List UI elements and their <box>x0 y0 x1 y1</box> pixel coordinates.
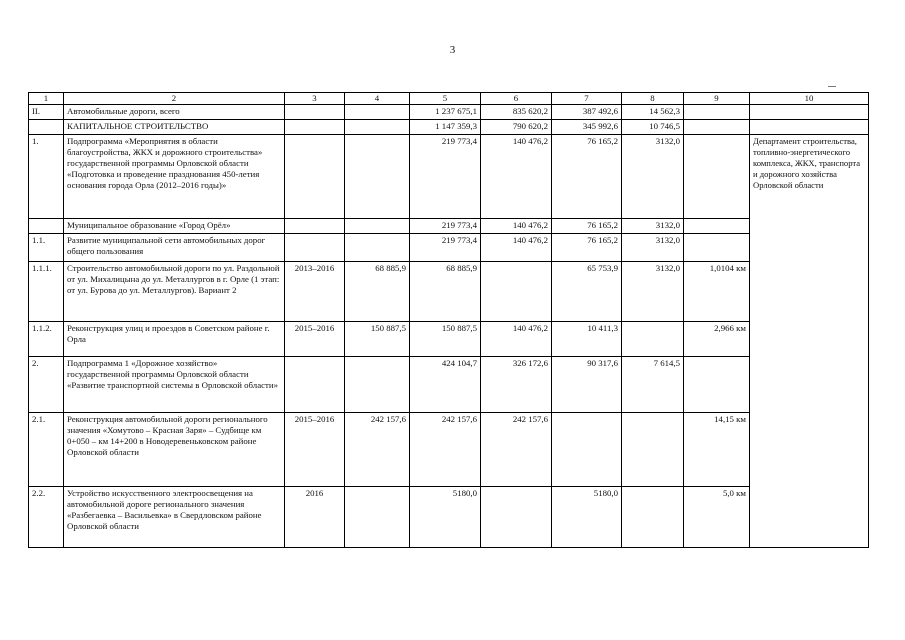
row-col8 <box>622 413 684 487</box>
column-header: 10 <box>750 93 869 105</box>
row-period <box>285 219 345 234</box>
row-col7 <box>552 413 622 487</box>
row-period: 2013–2016 <box>285 262 345 322</box>
row-period <box>285 105 345 120</box>
row-col9 <box>684 120 750 135</box>
row-col7: 76 165,2 <box>552 135 622 219</box>
row-col6 <box>481 486 552 547</box>
row-col6: 242 157,6 <box>481 413 552 487</box>
row-col9: 5,0 км <box>684 486 750 547</box>
row-col7: 65 753,9 <box>552 262 622 322</box>
table-row <box>29 234 869 262</box>
row-col5: 424 104,7 <box>410 357 481 413</box>
row-col9 <box>684 357 750 413</box>
row-col9: 2,966 км <box>684 322 750 357</box>
row-col7: 10 411,3 <box>552 322 622 357</box>
header-row <box>29 93 869 105</box>
row-col6: 140 476,2 <box>481 234 552 262</box>
row-col5: 219 773,4 <box>410 219 481 234</box>
row-col4: 242 157,6 <box>345 413 410 487</box>
row-number: 2. <box>29 357 64 413</box>
row-number <box>29 120 64 135</box>
row-col6: 140 476,2 <box>481 135 552 219</box>
row-col4: 150 887,5 <box>345 322 410 357</box>
row-col4 <box>345 357 410 413</box>
row-title: Устройство искусственного электроосвещения на автомобильной дороге регионального значения «Разбегаевка – Васильевка» в Свердловском районе Орловской области <box>64 486 285 547</box>
table-row <box>29 262 869 322</box>
row-title: Строительство автомобильной дороги по ул. Раздольной от ул. Михалицына до ул. Металлургов в г. Орле (1 этап: от ул. Бурова до ул. Металлургов). Вариант 2 <box>64 262 285 322</box>
row-col7: 387 492,6 <box>552 105 622 120</box>
row-col8: 10 746,5 <box>622 120 684 135</box>
row-title: Автомобильные дороги, всего <box>64 105 285 120</box>
row-col8: 7 614,5 <box>622 357 684 413</box>
row-title: Подпрограмма «Мероприятия в области благоустройства, ЖКХ и дорожного строительства» государственной программы Орловской области «Подготовка и проведение празднования 450-летия основания города Орла (2012–2016 годы)» <box>64 135 285 219</box>
row-col4 <box>345 219 410 234</box>
row-col5: 219 773,4 <box>410 135 481 219</box>
row-col5: 1 147 359,3 <box>410 120 481 135</box>
row-col6: 326 172,6 <box>481 357 552 413</box>
table-row <box>29 120 869 135</box>
column-header: 5 <box>410 93 481 105</box>
row-col9 <box>684 219 750 234</box>
row-col9 <box>684 234 750 262</box>
row-col6: 140 476,2 <box>481 322 552 357</box>
row-col9 <box>684 105 750 120</box>
row-period: 2016 <box>285 486 345 547</box>
corner-mark <box>828 86 836 87</box>
row-col6: 140 476,2 <box>481 219 552 234</box>
row-col8: 3132,0 <box>622 135 684 219</box>
row-period <box>285 357 345 413</box>
row-col8 <box>622 486 684 547</box>
column-header: 7 <box>552 93 622 105</box>
table-row <box>29 357 869 413</box>
column-header: 4 <box>345 93 410 105</box>
row-col6: 790 620,2 <box>481 120 552 135</box>
row-number: II. <box>29 105 64 120</box>
row-period: 2015–2016 <box>285 322 345 357</box>
row-col7: 76 165,2 <box>552 234 622 262</box>
row-col4 <box>345 486 410 547</box>
program-table <box>28 92 869 548</box>
row-col5: 68 885,9 <box>410 262 481 322</box>
table-row <box>29 322 869 357</box>
table-row <box>29 135 869 219</box>
row-col9: 14,15 км <box>684 413 750 487</box>
row-title: КАПИТАЛЬНОЕ СТРОИТЕЛЬСТВО <box>64 120 285 135</box>
column-header: 9 <box>684 93 750 105</box>
row-title: Реконструкция улиц и проездов в Советском районе г. Орла <box>64 322 285 357</box>
row-title: Реконструкция автомобильной дороги регионального значения «Хомутово – Красная Заря» – Судбище км 0+050 – км 14+200 в Новодеревеньковском районе Орловской области <box>64 413 285 487</box>
column-header: 3 <box>285 93 345 105</box>
row-period <box>285 234 345 262</box>
row-number: 2.1. <box>29 413 64 487</box>
row-col8: 14 562,3 <box>622 105 684 120</box>
row-title: Развитие муниципальной сети автомобильных дорог общего пользования <box>64 234 285 262</box>
row-number: 1. <box>29 135 64 219</box>
row-col6: 835 620,2 <box>481 105 552 120</box>
row-number: 1.1.2. <box>29 322 64 357</box>
row-col10 <box>750 105 869 120</box>
row-col8: 3132,0 <box>622 262 684 322</box>
row-number: 1.1.1. <box>29 262 64 322</box>
row-col4 <box>345 234 410 262</box>
table-row <box>29 219 869 234</box>
row-col5: 242 157,6 <box>410 413 481 487</box>
row-col5: 219 773,4 <box>410 234 481 262</box>
row-col6 <box>481 262 552 322</box>
row-title: Муниципальное образование «Город Орёл» <box>64 219 285 234</box>
page-number: 3 <box>449 44 456 56</box>
row-col7: 76 165,2 <box>552 219 622 234</box>
row-col4: 68 885,9 <box>345 262 410 322</box>
row-col5: 150 887,5 <box>410 322 481 357</box>
row-col5: 1 237 675,1 <box>410 105 481 120</box>
row-col8 <box>622 322 684 357</box>
table-row <box>29 413 869 487</box>
row-col4 <box>345 105 410 120</box>
row-title: Подпрограмма 1 «Дорожное хозяйство» государственной программы Орловской области «Развитие транспортной системы в Орловской области» <box>64 357 285 413</box>
row-col4 <box>345 120 410 135</box>
row-number <box>29 219 64 234</box>
table-row <box>29 105 869 120</box>
row-col4 <box>345 135 410 219</box>
row-col7: 5180,0 <box>552 486 622 547</box>
row-col9: 1,0104 км <box>684 262 750 322</box>
column-header: 6 <box>481 93 552 105</box>
row-col7: 90 317,6 <box>552 357 622 413</box>
responsible-department: Департамент строительства, топливно-энергетического комплекса, ЖКХ, транспорта и дорожного хозяйства Орловской области <box>750 135 869 548</box>
column-header: 8 <box>622 93 684 105</box>
row-period <box>285 135 345 219</box>
row-number: 2.2. <box>29 486 64 547</box>
column-header: 2 <box>64 93 285 105</box>
row-col8: 3132,0 <box>622 234 684 262</box>
row-col8: 3132,0 <box>622 219 684 234</box>
row-col9 <box>684 135 750 219</box>
row-number: 1.1. <box>29 234 64 262</box>
row-col7: 345 992,6 <box>552 120 622 135</box>
row-col5: 5180,0 <box>410 486 481 547</box>
row-col10 <box>750 120 869 135</box>
row-period <box>285 120 345 135</box>
row-period: 2015–2016 <box>285 413 345 487</box>
column-header: 1 <box>29 93 64 105</box>
table-row <box>29 486 869 547</box>
